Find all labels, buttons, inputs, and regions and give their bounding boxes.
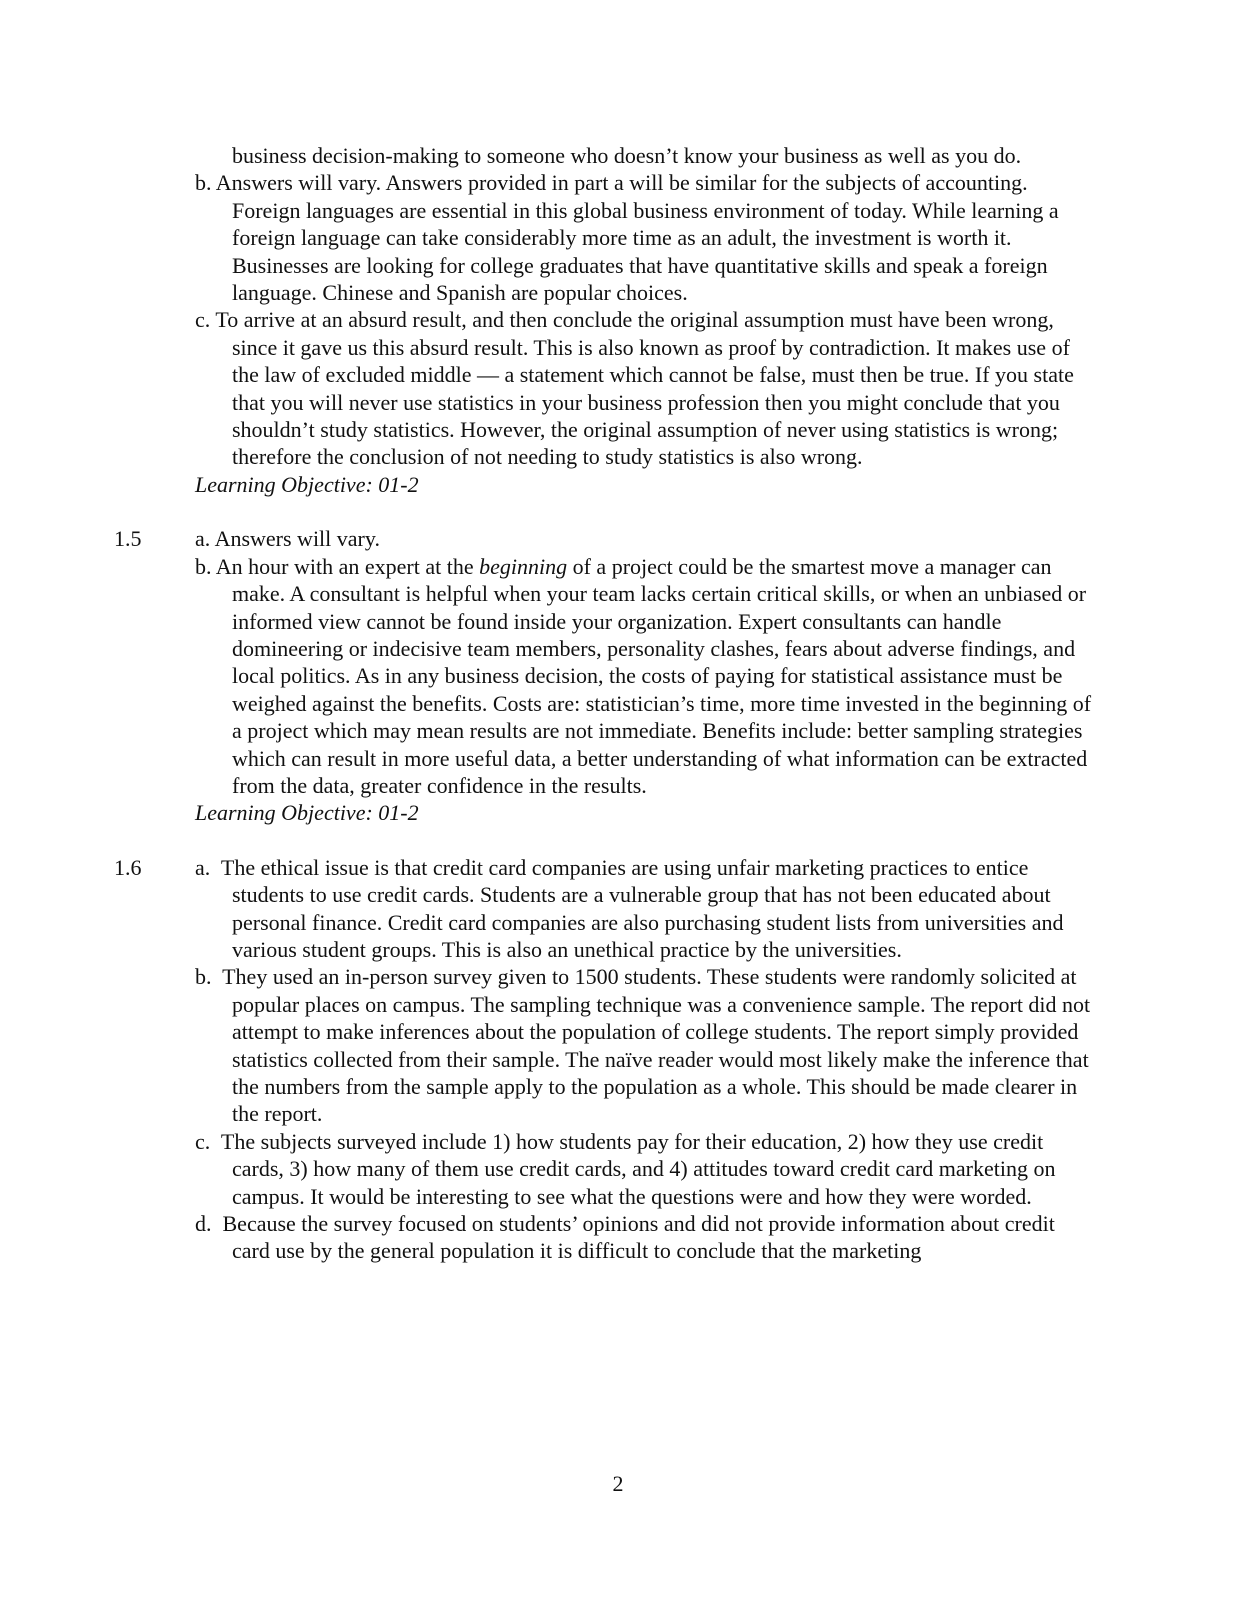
item-label: a. [195, 526, 211, 552]
question-number: 1.6 [114, 854, 142, 880]
item-label: c. [195, 307, 211, 333]
spacer [114, 827, 1094, 854]
item-text-emphasis: beginning [479, 553, 568, 579]
spacer [114, 498, 1094, 525]
answer-block-previous [114, 169, 1094, 498]
item-text: To arrive at an absurd result, and then conclude the original assumption must have been wrong, since it gave us this absurd result. This is also known as proof by contradiction. It makes use of the law of excluded middle — a statement which cannot be false, must then be true. If you state that you will never use statistics in your business profession then you might conclude that you shouldn’t study statistics. However, the original assumption of never using statistics is wrong; therefore the conclusion of not needing to study statistics is also wrong. [215, 307, 1074, 470]
item-text: Answers will vary. Answers provided in part a will be similar for the subjects of accounting. Foreign languages are essential in this global business environment of today. While learning a foreign language can take considerably more time as an adult, the investment is worth it. Businesses are looking for college graduates that have quantitative skills and speak a foreign language. Chinese and Spanish are popular choices. [215, 170, 1059, 306]
learning-objective: Learning Objective: 01-2 [195, 800, 419, 826]
learning-objective: Learning Objective: 01-2 [195, 471, 419, 497]
answer-item-c [114, 306, 1094, 470]
answer-item-a [114, 854, 1094, 964]
answer-item-b [114, 963, 1094, 1127]
answer-item-b [114, 553, 1094, 800]
answer-item-b [114, 169, 1094, 306]
page-content [114, 142, 1094, 1265]
item-text: Because the survey focused on students’ opinions and did not provide information about credit card use by the general population it is difficult to conclude that the marketing [222, 1211, 1055, 1264]
item-text: They used an in-person survey given to 1500 students. These students were randomly solicited at popular places on campus. The sampling technique was a convenience sample. The report did not attempt to make inferences about the population of college students. The report simply provided statistics collected from their sample. The naïve reader would most likely make the inference that the numbers from the sample apply to the population as a whole. This should be made clearer in the report. [222, 964, 1091, 1127]
item-text: The ethical issue is that credit card companies are using unfair marketing practices to entice students to use credit cards. Students are a vulnerable group that has not been educated about personal finance. Credit card companies are also purchasing student lists from universities and various student groups. This is also an unethical practice by the universities. [220, 854, 1064, 962]
item-label: b. [195, 964, 212, 990]
item-text: Answers will vary. [214, 526, 380, 552]
answer-block-1-5 [114, 525, 1094, 826]
continued-paragraph: business decision-making to someone who doesn’t know your business as well as you do. [232, 143, 1022, 168]
question-number: 1.5 [114, 526, 142, 552]
answer-item-c [114, 1128, 1094, 1210]
item-label: b. [195, 170, 212, 196]
item-text-post: of a project could be the smartest move a manager can make. A consultant is helpful when your team lacks certain critical skills, or when an unbiased or informed view cannot be found inside your organization. Expert consultants can handle domineering or indecisive team members, personality clashes, fears about adverse findings, and local politics. As in any business decision, the costs of paying for statistical assistance must be weighed against the benefits. Costs are: statistician’s time, more time invested in the beginning of a project which may mean results are not immediate. Benefits include: better sampling strategies which can result in more useful data, a better understanding of what information can be extracted from the data, greater confidence in the results. [232, 553, 1092, 798]
answer-block-1-6 [114, 854, 1094, 1265]
item-text-pre: An hour with an expert at the [215, 553, 480, 579]
item-label: b. [195, 553, 212, 579]
item-label: d. [195, 1211, 212, 1237]
item-label: a. [195, 854, 211, 880]
answer-item-a [114, 525, 1094, 552]
page-number: 2 [612, 1471, 624, 1496]
item-label: c. [195, 1128, 211, 1154]
item-text: The subjects surveyed include 1) how students pay for their education, 2) how they use credit cards, 3) how many of them use credit cards, and 4) attitudes toward credit card marketing on campus. It would be interesting to see what the questions were and how they were worded. [220, 1128, 1056, 1209]
answer-item-d [114, 1210, 1094, 1265]
